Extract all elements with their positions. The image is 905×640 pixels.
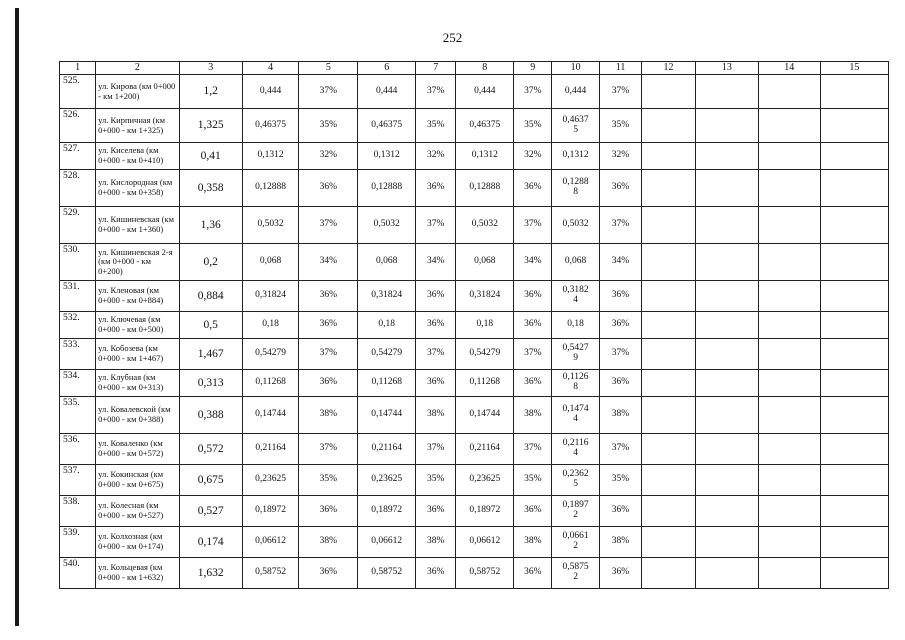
table-cell-col-13	[695, 370, 758, 397]
table-cell-col-6: 0,46375	[358, 109, 416, 143]
table-cell-col-1: 535.	[60, 397, 96, 434]
table-cell-col-3: 0,884	[179, 281, 242, 312]
table-cell-col-13	[695, 339, 758, 370]
table-cell-col-7: 35%	[416, 465, 456, 496]
table-cell-col-14	[758, 312, 820, 339]
header-cell-15: 15	[820, 62, 888, 75]
table-cell-col-10: 0,0661 2	[552, 527, 599, 558]
table-cell-col-10: 0,1126 8	[552, 370, 599, 397]
table-cell-col-12	[642, 109, 696, 143]
header-row	[60, 62, 889, 75]
table-cell-col-1: 539.	[60, 527, 96, 558]
table-cell-col-5: 36%	[299, 370, 358, 397]
table-cell-col-11: 36%	[599, 558, 641, 589]
table-cell-col-5: 34%	[299, 244, 358, 281]
table-cell-col-7: 37%	[416, 434, 456, 465]
header-cell-6: 6	[358, 62, 416, 75]
table-cell-col-10: 0,2116 4	[552, 434, 599, 465]
table-cell-col-9: 38%	[514, 397, 552, 434]
table-cell-col-5: 36%	[299, 312, 358, 339]
table-cell-col-8: 0,068	[456, 244, 514, 281]
table-cell-col-2: ул. Кобозева (км 0+000 - км 1+467)	[96, 339, 180, 370]
table-cell-col-2: ул. Киселева (км 0+000 - км 0+410)	[96, 143, 180, 170]
table-cell-col-6: 0,58752	[358, 558, 416, 589]
table-cell-col-14	[758, 434, 820, 465]
table-cell-col-7: 36%	[416, 370, 456, 397]
table-cell-col-1: 537.	[60, 465, 96, 496]
table-cell-col-4: 0,068	[242, 244, 299, 281]
table-cell-col-2: ул. Кольцевая (км 0+000 - км 1+632)	[96, 558, 180, 589]
table-cell-col-10: 0,5875 2	[552, 558, 599, 589]
table-cell-col-13	[695, 558, 758, 589]
table-cell-col-15	[820, 434, 888, 465]
table-cell-col-11: 35%	[599, 109, 641, 143]
table-cell-col-1: 526.	[60, 109, 96, 143]
table-cell-col-10: 0,4637 5	[552, 109, 599, 143]
table-cell-col-11: 32%	[599, 143, 641, 170]
table-cell-col-12	[642, 170, 696, 207]
table-cell-col-6: 0,12888	[358, 170, 416, 207]
table-cell-col-8: 0,23625	[456, 465, 514, 496]
table-cell-col-8: 0,18972	[456, 496, 514, 527]
header-cell-12: 12	[642, 62, 696, 75]
table-cell-col-6: 0,31824	[358, 281, 416, 312]
table-cell-col-3: 0,2	[179, 244, 242, 281]
table-cell-col-12	[642, 397, 696, 434]
table-cell-col-2: ул. Коваленко (км 0+000 - км 0+572)	[96, 434, 180, 465]
table-cell-col-15	[820, 75, 888, 109]
header-cell-10: 10	[552, 62, 599, 75]
table-cell-col-1: 533.	[60, 339, 96, 370]
table-cell-col-5: 35%	[299, 109, 358, 143]
table-cell-col-10: 0,5032	[552, 207, 599, 244]
table-cell-col-10: 0,3182 4	[552, 281, 599, 312]
table-cell-col-2: ул. Кислородная (км 0+000 - км 0+358)	[96, 170, 180, 207]
table-cell-col-8: 0,444	[456, 75, 514, 109]
table-cell-col-15	[820, 339, 888, 370]
table-cell-col-2: ул. Ключевая (км 0+000 - км 0+500)	[96, 312, 180, 339]
table-cell-col-12	[642, 244, 696, 281]
table-cell-col-14	[758, 496, 820, 527]
table-cell-col-13	[695, 527, 758, 558]
table-cell-col-9: 36%	[514, 281, 552, 312]
table-cell-col-5: 38%	[299, 397, 358, 434]
table-cell-col-15	[820, 281, 888, 312]
table-cell-col-5: 38%	[299, 527, 358, 558]
table-row	[60, 312, 889, 339]
table-cell-col-8: 0,31824	[456, 281, 514, 312]
page-number: 252	[442, 30, 463, 45]
table-cell-col-6: 0,54279	[358, 339, 416, 370]
table-row	[60, 496, 889, 527]
table-cell-col-11: 34%	[599, 244, 641, 281]
table-cell-col-7: 36%	[416, 170, 456, 207]
table-cell-col-13	[695, 75, 758, 109]
table-cell-col-2: ул. Кирпичная (км 0+000 - км 1+325)	[96, 109, 180, 143]
table-cell-col-15	[820, 207, 888, 244]
table-cell-col-14	[758, 397, 820, 434]
table-cell-col-15	[820, 496, 888, 527]
table-cell-col-3: 0,5	[179, 312, 242, 339]
table-cell-col-9: 35%	[514, 109, 552, 143]
table-cell-col-6: 0,23625	[358, 465, 416, 496]
table-cell-col-15	[820, 170, 888, 207]
table-row	[60, 558, 889, 589]
table-cell-col-9: 34%	[514, 244, 552, 281]
table-cell-col-8: 0,21164	[456, 434, 514, 465]
header-cell-9: 9	[514, 62, 552, 75]
table-cell-col-9: 36%	[514, 170, 552, 207]
table-cell-col-14	[758, 339, 820, 370]
table-cell-col-12	[642, 527, 696, 558]
table-cell-col-8: 0,1312	[456, 143, 514, 170]
roads-table	[59, 61, 889, 589]
table-cell-col-13	[695, 397, 758, 434]
table-cell-col-6: 0,1312	[358, 143, 416, 170]
table-cell-col-2: ул. Клубная (км 0+000 - км 0+313)	[96, 370, 180, 397]
table-cell-col-14	[758, 75, 820, 109]
table-row	[60, 527, 889, 558]
table-cell-col-2: ул. Кирова (км 0+000 - км 1+200)	[96, 75, 180, 109]
table-cell-col-15	[820, 143, 888, 170]
table-cell-col-1: 527.	[60, 143, 96, 170]
table-cell-col-14	[758, 558, 820, 589]
table-cell-col-5: 37%	[299, 339, 358, 370]
table-cell-col-3: 0,174	[179, 527, 242, 558]
table-cell-col-7: 34%	[416, 244, 456, 281]
table-row	[60, 434, 889, 465]
table-cell-col-14	[758, 527, 820, 558]
table-cell-col-5: 36%	[299, 558, 358, 589]
table-cell-col-1: 534.	[60, 370, 96, 397]
table-cell-col-4: 0,18972	[242, 496, 299, 527]
table-cell-col-4: 0,1312	[242, 143, 299, 170]
table-cell-col-8: 0,06612	[456, 527, 514, 558]
table-cell-col-15	[820, 109, 888, 143]
table-row	[60, 397, 889, 434]
table-cell-col-6: 0,444	[358, 75, 416, 109]
table-cell-col-14	[758, 465, 820, 496]
table-cell-col-10: 0,1288 8	[552, 170, 599, 207]
table-cell-col-4: 0,06612	[242, 527, 299, 558]
table-cell-col-11: 37%	[599, 434, 641, 465]
table-row	[60, 244, 889, 281]
table-cell-col-3: 0,41	[179, 143, 242, 170]
table-cell-col-6: 0,14744	[358, 397, 416, 434]
table-cell-col-12	[642, 75, 696, 109]
table-row	[60, 281, 889, 312]
table-cell-col-4: 0,46375	[242, 109, 299, 143]
header-cell-5: 5	[299, 62, 358, 75]
table-cell-col-3: 0,388	[179, 397, 242, 434]
table-cell-col-12	[642, 370, 696, 397]
header-cell-3: 3	[179, 62, 242, 75]
table-cell-col-2: ул. Кишиневская (км 0+000 - км 1+360)	[96, 207, 180, 244]
table-cell-col-3: 0,675	[179, 465, 242, 496]
table-cell-col-4: 0,12888	[242, 170, 299, 207]
table-cell-col-11: 36%	[599, 312, 641, 339]
table-cell-col-15	[820, 465, 888, 496]
table-cell-col-11: 36%	[599, 370, 641, 397]
table-cell-col-8: 0,11268	[456, 370, 514, 397]
table-cell-col-4: 0,54279	[242, 339, 299, 370]
table-cell-col-13	[695, 465, 758, 496]
table-cell-col-13	[695, 170, 758, 207]
table-cell-col-11: 37%	[599, 339, 641, 370]
table-cell-col-12	[642, 558, 696, 589]
table-cell-col-13	[695, 244, 758, 281]
scan-edge-line	[15, 8, 19, 626]
table-cell-col-10: 0,2362 5	[552, 465, 599, 496]
table-cell-col-11: 38%	[599, 527, 641, 558]
table-cell-col-9: 38%	[514, 527, 552, 558]
table-cell-col-6: 0,18972	[358, 496, 416, 527]
table-cell-col-7: 32%	[416, 143, 456, 170]
table-cell-col-12	[642, 465, 696, 496]
table-cell-col-10: 0,1897 2	[552, 496, 599, 527]
header-cell-11: 11	[599, 62, 641, 75]
table-cell-col-10: 0,18	[552, 312, 599, 339]
table-cell-col-3: 0,313	[179, 370, 242, 397]
table-cell-col-9: 37%	[514, 434, 552, 465]
table-cell-col-13	[695, 109, 758, 143]
table-cell-col-7: 35%	[416, 109, 456, 143]
table-cell-col-14	[758, 170, 820, 207]
table-cell-col-1: 528.	[60, 170, 96, 207]
table-cell-col-1: 532.	[60, 312, 96, 339]
table-cell-col-9: 36%	[514, 496, 552, 527]
table-cell-col-14	[758, 143, 820, 170]
table-cell-col-11: 37%	[599, 75, 641, 109]
header-cell-14: 14	[758, 62, 820, 75]
table-cell-col-4: 0,444	[242, 75, 299, 109]
table-cell-col-12	[642, 312, 696, 339]
table-cell-col-10: 0,1312	[552, 143, 599, 170]
table-cell-col-13	[695, 496, 758, 527]
table-cell-col-5: 37%	[299, 434, 358, 465]
table-cell-col-9: 35%	[514, 465, 552, 496]
table-cell-col-5: 35%	[299, 465, 358, 496]
table-cell-col-6: 0,18	[358, 312, 416, 339]
table-row	[60, 207, 889, 244]
table-cell-col-15	[820, 397, 888, 434]
table-cell-col-2: ул. Кленовая (км 0+000 - км 0+884)	[96, 281, 180, 312]
table-cell-col-1: 540.	[60, 558, 96, 589]
table-cell-col-14	[758, 370, 820, 397]
table-cell-col-15	[820, 527, 888, 558]
table-cell-col-4: 0,14744	[242, 397, 299, 434]
table-cell-col-4: 0,11268	[242, 370, 299, 397]
table-cell-col-7: 36%	[416, 496, 456, 527]
table-cell-col-5: 36%	[299, 281, 358, 312]
table-row	[60, 339, 889, 370]
table-cell-col-1: 536.	[60, 434, 96, 465]
table-cell-col-12	[642, 281, 696, 312]
table-cell-col-10: 0,068	[552, 244, 599, 281]
table-cell-col-8: 0,54279	[456, 339, 514, 370]
header-cell-2: 2	[96, 62, 180, 75]
table-cell-col-15	[820, 370, 888, 397]
table-cell-col-9: 36%	[514, 370, 552, 397]
table-cell-col-11: 38%	[599, 397, 641, 434]
table-cell-col-3: 1,632	[179, 558, 242, 589]
table-cell-col-1: 525.	[60, 75, 96, 109]
table-row	[60, 143, 889, 170]
table-cell-col-12	[642, 143, 696, 170]
table-cell-col-14	[758, 207, 820, 244]
table-cell-col-15	[820, 558, 888, 589]
table-cell-col-10: 0,444	[552, 75, 599, 109]
table-cell-col-4: 0,18	[242, 312, 299, 339]
table-cell-col-1: 530.	[60, 244, 96, 281]
table-cell-col-11: 35%	[599, 465, 641, 496]
header-cell-13: 13	[695, 62, 758, 75]
table-cell-col-4: 0,31824	[242, 281, 299, 312]
table-cell-col-5: 32%	[299, 143, 358, 170]
table-cell-col-8: 0,58752	[456, 558, 514, 589]
table-cell-col-2: ул. Колесная (км 0+000 - км 0+527)	[96, 496, 180, 527]
table-cell-col-10: 0,1474 4	[552, 397, 599, 434]
table-cell-col-8: 0,5032	[456, 207, 514, 244]
table-cell-col-7: 37%	[416, 339, 456, 370]
table-cell-col-6: 0,06612	[358, 527, 416, 558]
table-cell-col-6: 0,21164	[358, 434, 416, 465]
table-cell-col-6: 0,068	[358, 244, 416, 281]
table-cell-col-13	[695, 434, 758, 465]
table-cell-col-1: 531.	[60, 281, 96, 312]
table-cell-col-8: 0,46375	[456, 109, 514, 143]
table-row	[60, 170, 889, 207]
table-cell-col-15	[820, 312, 888, 339]
table-row	[60, 75, 889, 109]
table-cell-col-3: 1,2	[179, 75, 242, 109]
table-cell-col-14	[758, 281, 820, 312]
header-cell-1: 1	[60, 62, 96, 75]
table-cell-col-13	[695, 143, 758, 170]
table-cell-col-4: 0,23625	[242, 465, 299, 496]
table-cell-col-7: 38%	[416, 527, 456, 558]
table-cell-col-11: 36%	[599, 170, 641, 207]
table-cell-col-2: ул. Кокинская (км 0+000 - км 0+675)	[96, 465, 180, 496]
table-cell-col-8: 0,18	[456, 312, 514, 339]
table-cell-col-7: 36%	[416, 558, 456, 589]
table-cell-col-12	[642, 496, 696, 527]
table-cell-col-7: 37%	[416, 207, 456, 244]
table-cell-col-9: 37%	[514, 75, 552, 109]
table-cell-col-13	[695, 281, 758, 312]
table-cell-col-7: 37%	[416, 75, 456, 109]
table-cell-col-6: 0,11268	[358, 370, 416, 397]
table-cell-col-3: 0,572	[179, 434, 242, 465]
header-cell-7: 7	[416, 62, 456, 75]
table-cell-col-14	[758, 244, 820, 281]
table-cell-col-8: 0,12888	[456, 170, 514, 207]
table-cell-col-9: 37%	[514, 339, 552, 370]
table-cell-col-10: 0,5427 9	[552, 339, 599, 370]
table-cell-col-11: 36%	[599, 496, 641, 527]
header-cell-8: 8	[456, 62, 514, 75]
table-cell-col-3: 1,467	[179, 339, 242, 370]
table-row	[60, 370, 889, 397]
table-cell-col-4: 0,58752	[242, 558, 299, 589]
table-cell-col-14	[758, 109, 820, 143]
table-cell-col-5: 36%	[299, 496, 358, 527]
table-cell-col-3: 0,358	[179, 170, 242, 207]
table-cell-col-7: 38%	[416, 397, 456, 434]
table-cell-col-12	[642, 339, 696, 370]
table-cell-col-9: 37%	[514, 207, 552, 244]
table-cell-col-13	[695, 207, 758, 244]
table-cell-col-7: 36%	[416, 281, 456, 312]
table-cell-col-2: ул. Колхозная (км 0+000 - км 0+174)	[96, 527, 180, 558]
table-cell-col-2: ул. Кишиневская 2-я (км 0+000 - км 0+200)	[96, 244, 180, 281]
header-cell-4: 4	[242, 62, 299, 75]
table-cell-col-9: 32%	[514, 143, 552, 170]
table-cell-col-12	[642, 434, 696, 465]
table-cell-col-15	[820, 244, 888, 281]
table-cell-col-5: 37%	[299, 75, 358, 109]
table-cell-col-3: 1,36	[179, 207, 242, 244]
table-cell-col-8: 0,14744	[456, 397, 514, 434]
table-cell-col-4: 0,21164	[242, 434, 299, 465]
table-cell-col-9: 36%	[514, 558, 552, 589]
table-cell-col-1: 529.	[60, 207, 96, 244]
table-cell-col-11: 37%	[599, 207, 641, 244]
table-cell-col-3: 0,527	[179, 496, 242, 527]
table-cell-col-12	[642, 207, 696, 244]
table-cell-col-4: 0,5032	[242, 207, 299, 244]
table-cell-col-5: 37%	[299, 207, 358, 244]
table-cell-col-7: 36%	[416, 312, 456, 339]
table-row	[60, 109, 889, 143]
table-cell-col-3: 1,325	[179, 109, 242, 143]
table-cell-col-11: 36%	[599, 281, 641, 312]
table-cell-col-1: 538.	[60, 496, 96, 527]
table-row	[60, 465, 889, 496]
table-cell-col-9: 36%	[514, 312, 552, 339]
table-cell-col-6: 0,5032	[358, 207, 416, 244]
table-cell-col-2: ул. Ковалевской (км 0+000 - км 0+388)	[96, 397, 180, 434]
table-cell-col-5: 36%	[299, 170, 358, 207]
table-cell-col-13	[695, 312, 758, 339]
